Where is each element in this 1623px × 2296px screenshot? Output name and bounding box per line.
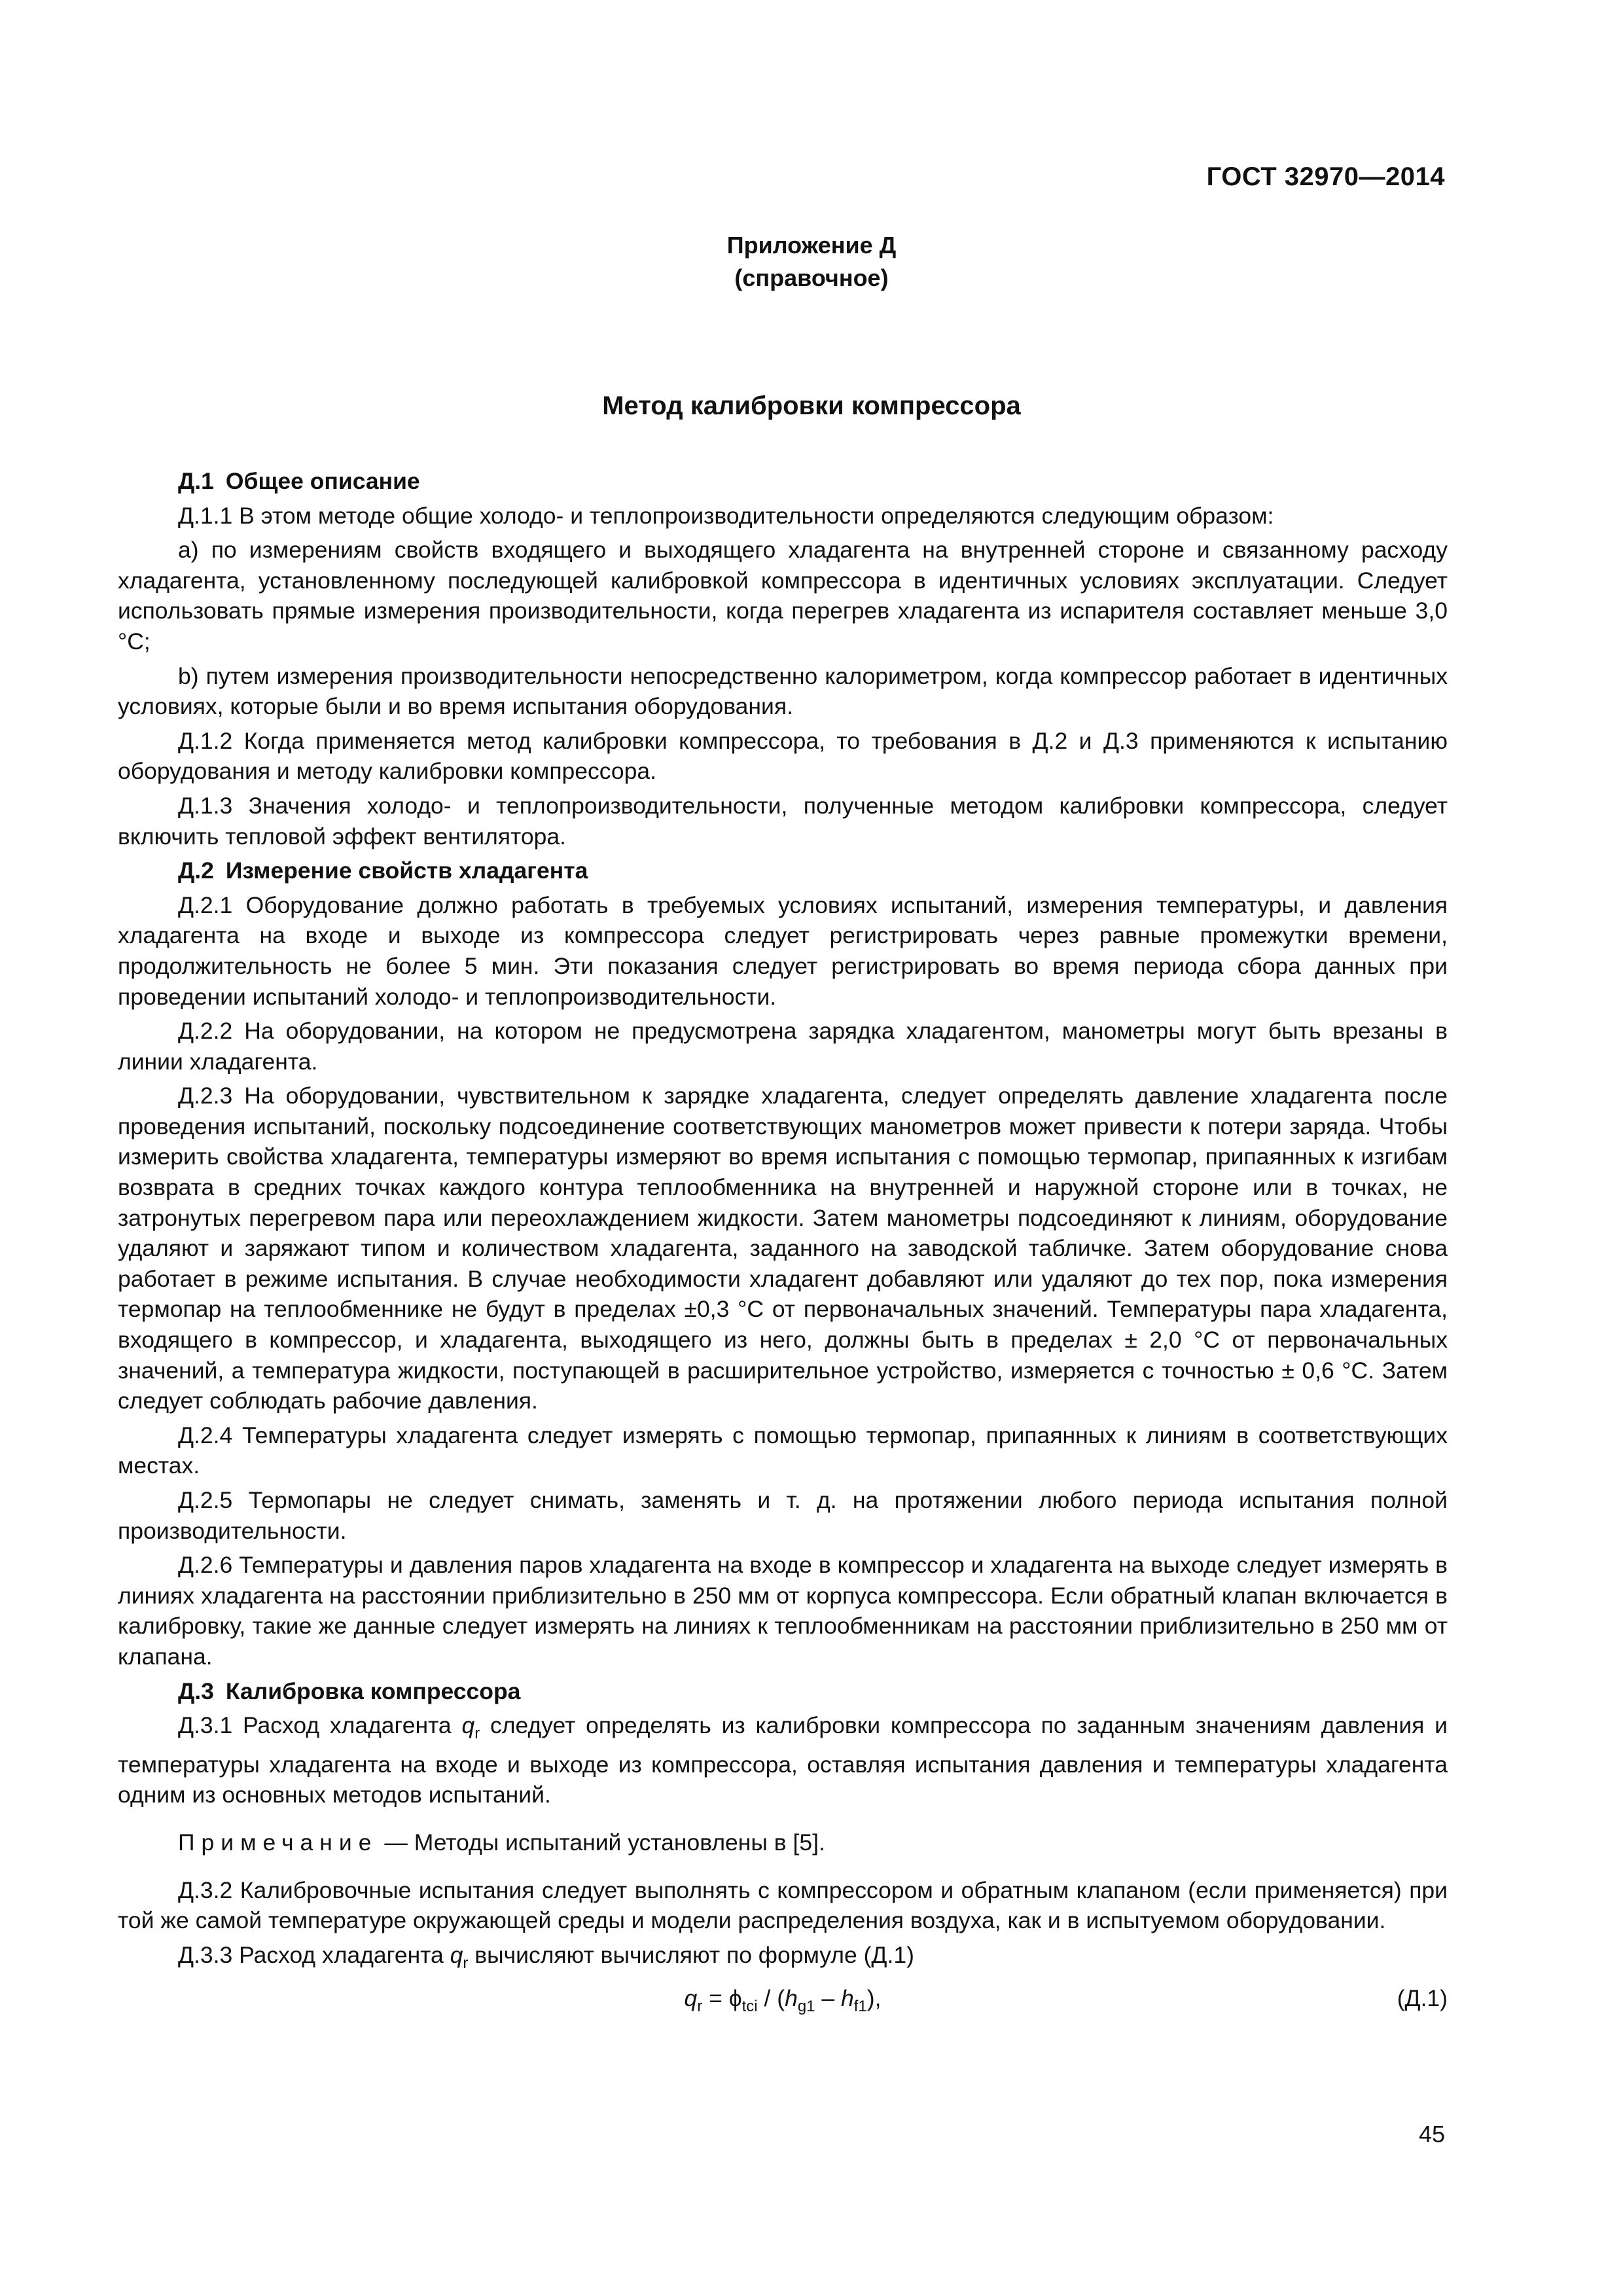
section-number: Д.1 — [178, 468, 214, 494]
paragraph-d2-1: Д.2.1 Оборудование должно работать в требуемых условиях испытаний, измерения температуры, и давления хладагента на входе и выходе из компрессора следует регистрировать через равные промежутки времени, продолжительность не более 5 мин. Эти показания следует регистрировать во время периода сбора данных при проведении испытаний холодо- и теплопроизводительности. — [118, 891, 1448, 1010]
section-title: Калибровка компрессора — [225, 1677, 521, 1704]
document-title: Метод калибровки компрессора — [602, 391, 1021, 420]
equation-number: (Д.1) — [1397, 1984, 1448, 2011]
paragraph-d1-1-b: b) путем измерения производительности непосредственно калориметром, когда компрессор работает в идентичных условиях, которые были и во время испытания оборудования. — [118, 662, 1448, 720]
text-run: Д.3.3 Расход хладагента — [178, 1941, 450, 1968]
note-text: — Методы испытаний установлены в [5]. — [384, 1829, 825, 1856]
formula-var: h — [785, 1984, 798, 2011]
symbol-q: q — [461, 1712, 475, 1739]
section-heading-d3 — [118, 1676, 1448, 1707]
formula-d1 — [118, 1983, 1448, 2022]
text-run: Д.3.1 Расход хладагента — [178, 1712, 462, 1739]
section-title: Измерение свойств хладагента — [225, 857, 588, 884]
annex-type: (справочное) — [734, 264, 889, 291]
paragraph-d3-3 — [118, 1940, 1448, 1979]
formula-op: ), — [866, 1984, 882, 2011]
paragraph-d1-3: Д.1.3 Значения холодо- и теплопроизводительности, полученные методом калибровки компрессора, следует включить тепловой эффект вентилятора. — [118, 792, 1448, 850]
section-number: Д.3 — [178, 1677, 214, 1704]
paragraph-d1-2: Д.1.2 Когда применяется метод калибровки компрессора, то требования в Д.2 и Д.3 применяются к испытанию оборудования и методу калибровки компрессора. — [118, 727, 1448, 785]
text-run: следует определять из калибровки компрессора по заданным значениям давления и температуры хладагента на входе и выходе из компрессора, оставляя испытания давления и температуры хладагента одним из основных методов испытаний. — [118, 1712, 1448, 1808]
paragraph-d2-6: Д.2.6 Температуры и давления паров хладагента на входе в компрессор и хладагента на выходе следует измерять в линиях хладагента на расстоянии приблизительно в 250 мм от корпуса компрессора. Если обратный клапан включается в калибровку, такие же данные следует измерять на линиях к теплообменникам на расстоянии приблизительно в 250 мм от клапана. — [118, 1552, 1448, 1670]
formula-op: – — [815, 1984, 841, 2011]
note-label: Примечание — [178, 1829, 378, 1856]
note — [118, 1827, 1448, 1858]
paragraph-d3-2: Д.3.2 Калибровочные испытания следует выполнять с компрессором и обратным клапаном (если применяется) при той же самой температуре окружающей среды и модели распределения воздуха, как и в испытуемом оборудовании. — [118, 1876, 1448, 1934]
standard-code: ГОСТ 32970—2014 — [1206, 162, 1445, 191]
formula-row — [118, 1983, 1448, 2016]
section-heading-d1 — [118, 466, 1448, 497]
symbol-q-subscript: r — [474, 1725, 480, 1743]
paragraph-d2-5: Д.2.5 Термопары не следует снимать, заменять и т. д. на протяжении любого периода испытания полной производительности. — [118, 1487, 1448, 1544]
annex-title: Приложение Д — [726, 232, 897, 259]
page-number: 45 — [1418, 2121, 1445, 2147]
formula-var: q — [684, 1984, 698, 2011]
formula-sub: g1 — [797, 1997, 815, 2015]
section-number: Д.2 — [178, 857, 214, 884]
document-body — [118, 466, 1448, 2016]
formula-var: h — [841, 1984, 854, 2011]
paragraph-d1-1-a: а) по измерениям свойств входящего и выходящего хладагента на внутренней стороне и связанному расходу хладагента, установленному последующей калибровкой компрессора в идентичных условиях эксплуатации. Следует использовать прямые измерения производительности, когда перегрев хладагента из испарителя составляет меньше 3,0 °С; — [118, 537, 1448, 655]
formula-sub: tci — [741, 1997, 758, 2015]
symbol-q: q — [450, 1941, 463, 1968]
formula-op: = ϕ — [702, 1984, 742, 2011]
formula-sub: f1 — [853, 1997, 867, 2015]
section-heading-d2 — [118, 855, 1448, 886]
paragraph-d2-4: Д.2.4 Температуры хладагента следует измерять с помощью термопар, припаянных к линиям в соответствующих местах. — [118, 1422, 1448, 1479]
paragraph-d3-1 — [118, 1710, 1448, 1810]
paragraph-d2-2: Д.2.2 На оборудовании, на котором не предусмотрена зарядка хладагентом, манометры могут быть врезаны в линии хладагента. — [118, 1018, 1448, 1075]
formula-sub: r — [697, 1997, 703, 2015]
text-run: вычисляют вычисляют по формуле (Д.1) — [468, 1941, 914, 1968]
section-title: Общее описание — [225, 468, 420, 494]
annex-heading — [0, 229, 1623, 295]
symbol-q-subscript: r — [463, 1954, 469, 1972]
formula-op: / ( — [757, 1984, 785, 2011]
paragraph-d1-1: Д.1.1 В этом методе общие холодо- и теплопроизводительности определяются следующим образом: — [178, 502, 1274, 529]
paragraph-d2-3: Д.2.3 На оборудовании, чувствительном к зарядке хладагента, следует определять давление хладагента после проведения испытаний, поскольку подсоединение соответствующих манометров может привести к потери заряда. Чтобы измерить свойства хладагента, температуры измеряют во время испытания с помощью термопар, припаянных к изгибам возврата в средних точках каждого контура теплообменника на внутренней и наружной стороне или в точках, не затронутых перегревом пара или переохлаждением жидкости. Затем манометры подсоединяют к линиям, оборудование удаляют и заряжают типом и количеством хладагента, заданного на заводской табличке. Затем оборудование снова работает в режиме испытания. В случае необходимости хладагент добавляют или удаляют до тех пор, пока измерения термопар на теплообменнике не будут в пределах ±0,3 °С от первоначальных значений. Температуры пара хладагента, входящего в компрессор, и хладагента, выходящего из него, должны быть в пределах ± 2,0 °С от первоначальных значений, а температура жидкости, поступающей в расширительное устройство, измеряется с точностью ± 0,6 °С. Затем следует соблюдать рабочие давления. — [118, 1083, 1448, 1414]
